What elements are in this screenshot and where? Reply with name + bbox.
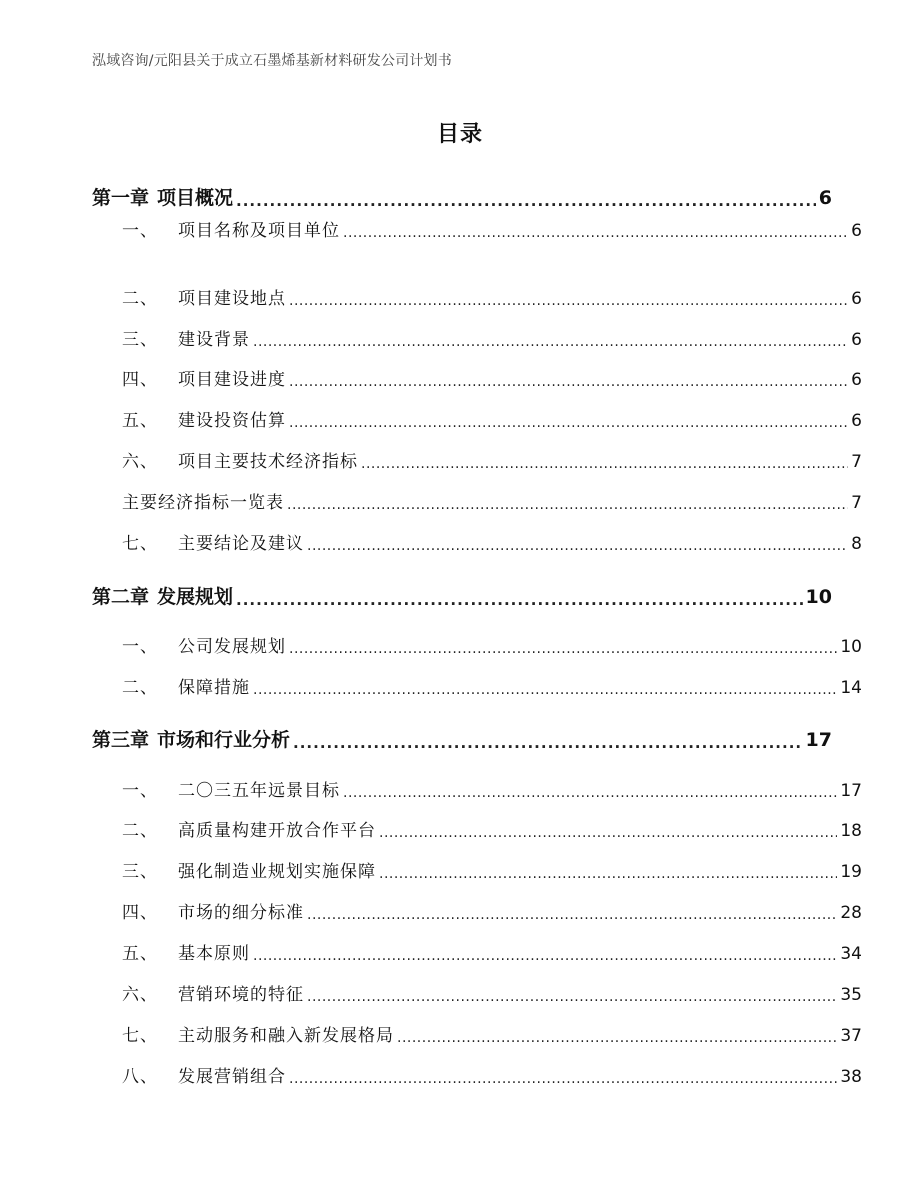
section-title: 强化制造业规划实施保障 <box>178 862 376 882</box>
page-number: 37 <box>840 1026 862 1046</box>
section-title: 公司发展规划 <box>178 637 286 657</box>
section-number: 二、 <box>122 678 158 698</box>
page-number: 8 <box>851 534 862 554</box>
running-header: 泓域咨询/元阳县关于成立石墨烯基新材料研发公司计划书 <box>92 53 452 69</box>
toc-item[interactable] <box>92 450 862 474</box>
page-number: 14 <box>840 678 862 698</box>
section-number: 二、 <box>122 289 158 309</box>
dot-leader <box>289 644 837 654</box>
section-title: 发展营销组合 <box>178 1067 286 1087</box>
dot-leader <box>236 196 816 206</box>
page-number: 17 <box>805 729 832 751</box>
page-number: 35 <box>840 985 862 1005</box>
page-number: 6 <box>851 289 862 309</box>
page-number: 6 <box>851 221 862 241</box>
toc-chapter-1[interactable] <box>92 185 832 211</box>
section-number: 六、 <box>122 985 158 1005</box>
toc-chapter-2[interactable] <box>92 584 832 610</box>
chapter-label: 第三章 <box>92 729 150 751</box>
dot-leader <box>397 1033 837 1043</box>
toc-item[interactable] <box>92 635 862 659</box>
section-number: 一、 <box>122 221 158 241</box>
page-number: 34 <box>840 944 862 964</box>
toc-item[interactable] <box>92 779 862 803</box>
section-title: 建设投资估算 <box>178 411 286 431</box>
section-title: 项目建设进度 <box>178 370 286 390</box>
section-number: 四、 <box>122 903 158 923</box>
toc-item[interactable] <box>92 942 862 966</box>
page-number: 6 <box>851 370 862 390</box>
page-number: 7 <box>851 452 862 472</box>
section-title: 高质量构建开放合作平台 <box>178 821 376 841</box>
section-number: 五、 <box>122 944 158 964</box>
toc-title: 目录 <box>436 122 483 147</box>
chapter-title: 市场和行业分析 <box>157 729 291 751</box>
toc-chapter-3[interactable] <box>92 727 832 753</box>
page-number: 6 <box>851 411 862 431</box>
page-number: 38 <box>840 1067 862 1087</box>
toc-item[interactable] <box>92 328 862 352</box>
section-number: 七、 <box>122 534 158 554</box>
page-number: 10 <box>805 586 832 608</box>
dot-leader <box>293 738 803 748</box>
dot-leader <box>289 418 848 428</box>
dot-leader <box>253 685 837 695</box>
toc-item[interactable] <box>92 219 862 243</box>
chapter-label: 第二章 <box>92 586 150 608</box>
page-number: 6 <box>851 330 862 350</box>
dot-leader <box>307 910 837 920</box>
section-number: 一、 <box>122 637 158 657</box>
dot-leader <box>343 788 837 798</box>
toc-item[interactable] <box>92 676 862 700</box>
page-number: 19 <box>840 862 862 882</box>
chapter-title: 发展规划 <box>157 586 234 608</box>
toc-item[interactable] <box>92 983 862 1007</box>
section-title: 建设背景 <box>178 330 250 350</box>
toc-item[interactable] <box>92 532 862 556</box>
chapter-title: 项目概况 <box>157 187 234 209</box>
section-title: 保障措施 <box>178 678 250 698</box>
dot-leader <box>343 228 848 238</box>
dot-leader <box>361 459 848 469</box>
section-title: 二〇三五年远景目标 <box>178 781 340 801</box>
section-number: 七、 <box>122 1026 158 1046</box>
page-number: 28 <box>840 903 862 923</box>
section-number: 五、 <box>122 411 158 431</box>
toc-item[interactable] <box>92 368 862 392</box>
chapter-label: 第一章 <box>92 187 150 209</box>
dot-leader <box>307 992 837 1002</box>
dot-leader <box>307 541 848 551</box>
dot-leader <box>287 500 848 510</box>
section-number: 四、 <box>122 370 158 390</box>
section-title: 项目建设地点 <box>178 289 286 309</box>
toc-item[interactable] <box>92 1024 862 1048</box>
page-number: 7 <box>851 493 862 513</box>
page-number: 10 <box>840 637 862 657</box>
toc-item[interactable] <box>92 1065 862 1089</box>
toc-item[interactable] <box>92 287 862 311</box>
dot-leader <box>253 337 848 347</box>
dot-leader <box>379 828 837 838</box>
dot-leader <box>253 951 837 961</box>
section-title: 主要经济指标一览表 <box>122 493 284 513</box>
toc-item[interactable] <box>92 491 862 515</box>
section-title: 项目名称及项目单位 <box>178 221 340 241</box>
toc-item[interactable] <box>92 901 862 925</box>
section-title: 主动服务和融入新发展格局 <box>178 1026 394 1046</box>
section-number: 六、 <box>122 452 158 472</box>
section-title: 项目主要技术经济指标 <box>178 452 358 472</box>
dot-leader <box>236 595 803 605</box>
dot-leader <box>289 1074 837 1084</box>
toc-item[interactable] <box>92 819 862 843</box>
section-title: 市场的细分标准 <box>178 903 304 923</box>
page-number: 6 <box>818 187 832 209</box>
toc-item[interactable] <box>92 860 862 884</box>
section-number: 八、 <box>122 1067 158 1087</box>
section-number: 二、 <box>122 821 158 841</box>
dot-leader <box>289 377 848 387</box>
section-number: 三、 <box>122 330 158 350</box>
toc-item[interactable] <box>92 409 862 433</box>
page-number: 17 <box>840 781 862 801</box>
section-number: 一、 <box>122 781 158 801</box>
dot-leader <box>289 296 848 306</box>
dot-leader <box>379 869 837 879</box>
section-number: 三、 <box>122 862 158 882</box>
section-title: 基本原则 <box>178 944 250 964</box>
section-title: 主要结论及建议 <box>178 534 304 554</box>
section-title: 营销环境的特征 <box>178 985 304 1005</box>
page-number: 18 <box>840 821 862 841</box>
